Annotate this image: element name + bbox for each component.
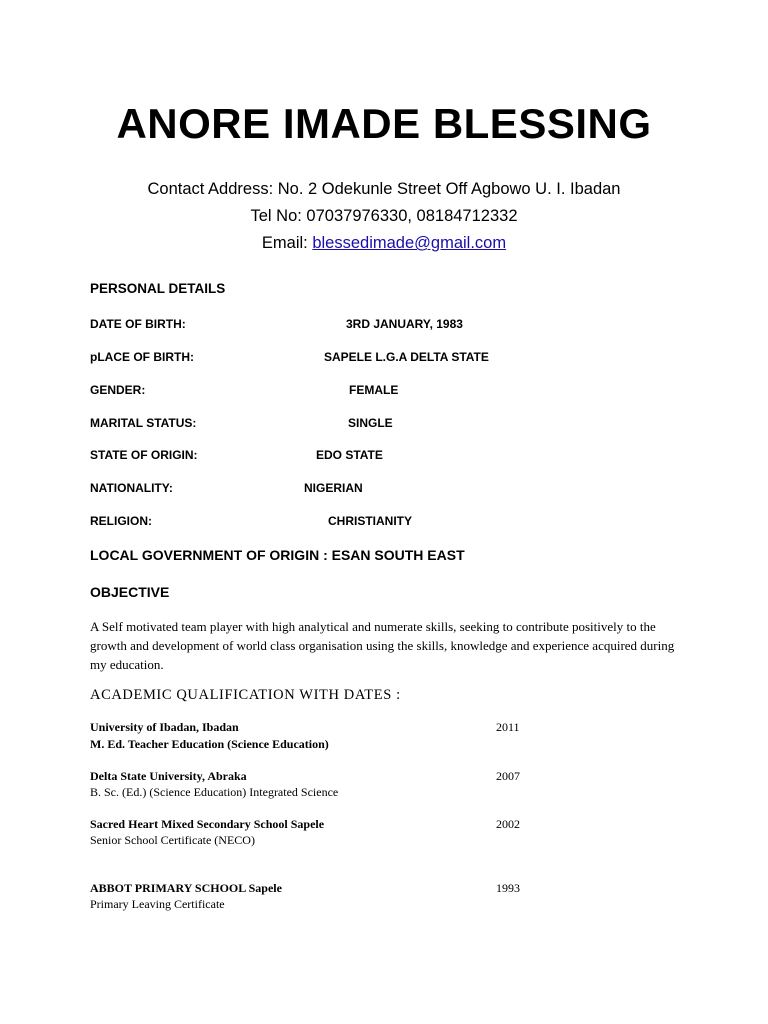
edu-qualification: M. Ed. Teacher Education (Science Education) xyxy=(90,737,329,751)
contact-address: Contact Address: No. 2 Odekunle Street Off Agbowo U. I. Ibadan xyxy=(147,180,621,198)
edu-year: 2011 xyxy=(496,720,520,734)
marital-status-value: SINGLE xyxy=(348,416,393,430)
lga-of-origin: LOCAL GOVERNMENT OF ORIGIN : ESAN SOUTH EAST xyxy=(90,547,465,563)
edu-institution: Delta State University, Abraka xyxy=(90,769,247,783)
contact-tel: Tel No: 07037976330, 08184712332 xyxy=(250,207,518,225)
edu-year: 2002 xyxy=(496,817,520,831)
edu-institution: Sacred Heart Mixed Secondary School Sapele xyxy=(90,817,325,831)
edu-qualification: Primary Leaving Certificate xyxy=(90,897,225,911)
edu-year: 1993 xyxy=(496,881,520,895)
pob-value: SAPELE L.G.A DELTA STATE xyxy=(324,350,489,364)
objective-heading: OBJECTIVE xyxy=(90,584,170,600)
edu-qualification: Senior School Certificate (NECO) xyxy=(90,833,255,847)
nationality-value: NIGERIAN xyxy=(304,481,363,495)
dob-label: DATE OF BIRTH: xyxy=(90,317,186,331)
email-label: Email: xyxy=(261,234,313,252)
nationality-label: NATIONALITY: xyxy=(90,481,173,495)
email-link[interactable]: blessedimade@gmail.com xyxy=(312,234,507,252)
state-of-origin-value: EDO STATE xyxy=(316,448,383,462)
contact-email-line xyxy=(0,234,768,253)
gender-label: GENDER: xyxy=(90,383,146,397)
state-of-origin-label: STATE OF ORIGIN: xyxy=(90,448,198,462)
personal-details-heading: PERSONAL DETAILS xyxy=(90,281,226,296)
objective-text: A Self motivated team player with high analytical and numerate skills, seeking to contribute positively to the growth and development of world class organisation using the skills, knowledge and experience acquired during my education. xyxy=(90,619,675,672)
religion-label: RELIGION: xyxy=(90,514,152,528)
dob-value: 3RD JANUARY, 1983 xyxy=(346,317,463,331)
edu-year: 2007 xyxy=(496,769,520,783)
edu-institution: University of Ibadan, Ibadan xyxy=(90,720,239,734)
resume-name: ANORE IMADE BLESSING xyxy=(116,100,652,147)
edu-institution: ABBOT PRIMARY SCHOOL Sapele xyxy=(90,881,282,895)
edu-qualification: B. Sc. (Ed.) (Science Education) Integrated Science xyxy=(90,785,339,799)
marital-status-label: MARITAL STATUS: xyxy=(90,416,197,430)
pob-label: pLACE OF BIRTH: xyxy=(90,350,194,364)
academic-heading: ACADEMIC QUALIFICATION WITH DATES : xyxy=(90,687,401,703)
religion-value: CHRISTIANITY xyxy=(328,514,412,528)
gender-value: FEMALE xyxy=(349,383,399,397)
